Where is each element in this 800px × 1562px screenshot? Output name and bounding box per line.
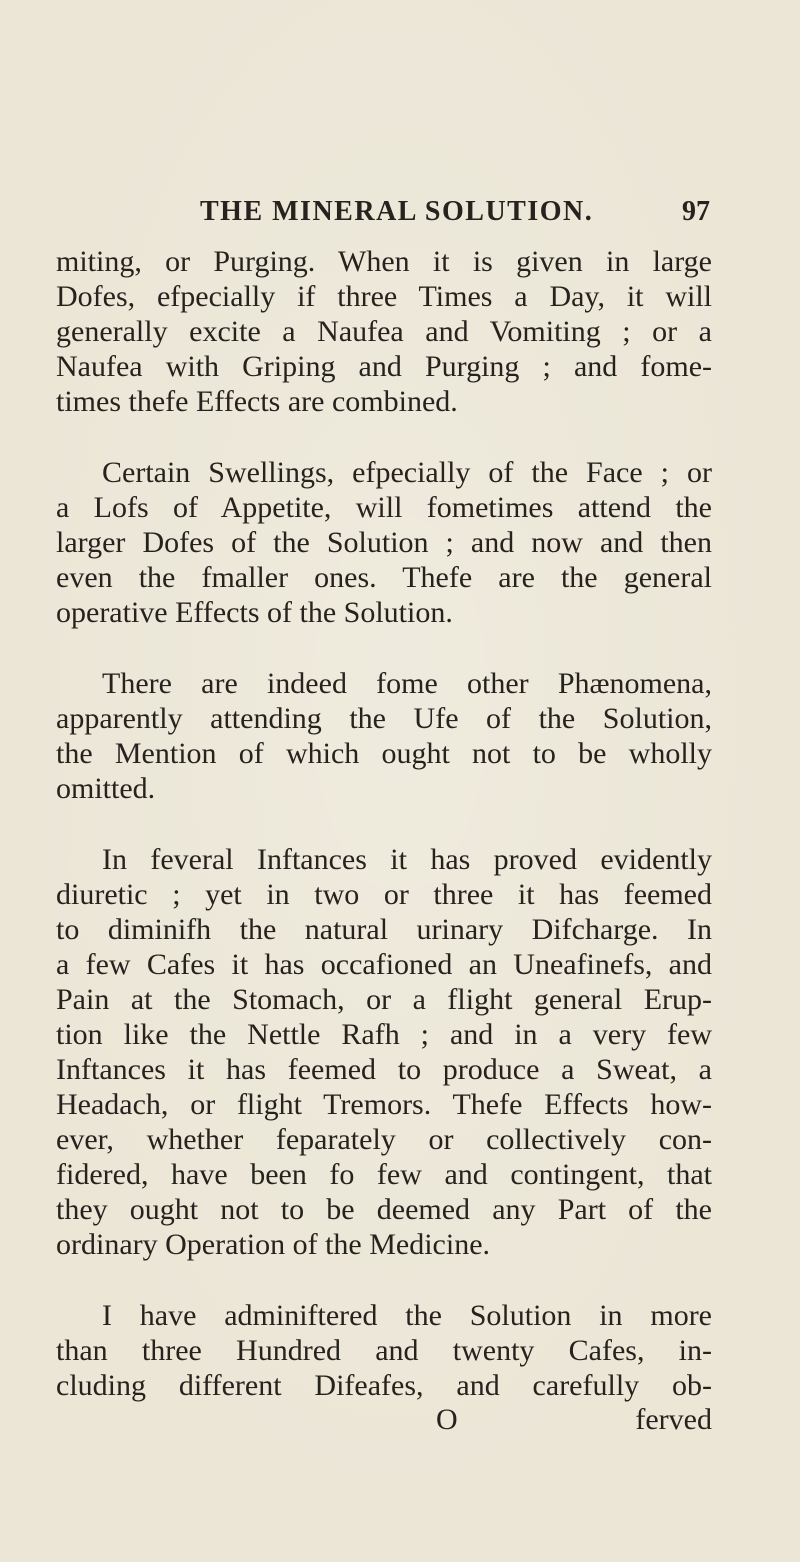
footer-line: [56, 1403, 712, 1438]
text-line: miting, or Purging. When it is given in large: [56, 245, 712, 278]
text-line: Dofes, efpecially if three Times a Day, it will: [56, 280, 712, 313]
text-line: than three Hundred and twenty Cafes, in-: [56, 1334, 712, 1367]
body-text: [56, 244, 712, 1438]
text-line: Inftances it has feemed to produce a Sweat, a: [56, 1053, 712, 1086]
text-line: the Mention of which ought not to be wholly: [56, 737, 712, 770]
paragraph: [56, 842, 712, 1262]
text-line: Pain at the Stomach, or a flight general Erup-: [56, 983, 712, 1016]
text-line: omitted.: [56, 772, 156, 805]
text-line: fidered, have been fo few and contingent, that: [56, 1158, 712, 1191]
text-line: even the fmaller ones. Thefe are the general: [56, 561, 712, 594]
paragraph: [56, 244, 712, 419]
text-line: times thefe Effects are combined.: [56, 385, 458, 418]
paragraph: [56, 1298, 712, 1438]
text-line: operative Effects of the Solution.: [56, 596, 453, 629]
text-line: apparently attending the Ufe of the Solution,: [56, 702, 712, 735]
text-line: generally excite a Naufea and Vomiting ; or a: [56, 315, 712, 348]
text-line: a Lofs of Appetite, will fometimes attend the: [56, 491, 712, 524]
running-title: THE MINERAL SOLUTION.: [200, 196, 594, 227]
catchword: ferved: [635, 1403, 712, 1436]
text-line: Naufea with Griping and Purging ; and fome-: [56, 350, 712, 383]
paragraph: [56, 455, 712, 630]
text-line: Headach, or flight Tremors. Thefe Effects how-: [56, 1088, 712, 1121]
page-number: 97: [682, 196, 710, 227]
text-line: Certain Swellings, efpecially of the Face ; or: [102, 456, 712, 489]
text-line: I have adminiftered the Solution in more: [102, 1299, 712, 1332]
text-line: a few Cafes it has occafioned an Uneafinefs, and: [56, 948, 712, 981]
text-line: tion like the Nettle Rafh ; and in a very few: [56, 1018, 712, 1051]
text-line: larger Dofes of the Solution ; and now and then: [56, 526, 712, 559]
text-line: ever, whether feparately or collectively con-: [56, 1123, 712, 1156]
text-line: they ought not to be deemed any Part of the: [56, 1193, 712, 1226]
text-line: cluding different Difeafes, and carefully ob-: [56, 1369, 712, 1402]
signature-mark: O: [436, 1403, 458, 1436]
text-line: There are indeed fome other Phænomena,: [102, 667, 712, 700]
page-header: [200, 196, 710, 236]
text-line: In feveral Inftances it has proved evidently: [102, 843, 712, 876]
paragraph: [56, 666, 712, 806]
text-line: to diminifh the natural urinary Difcharge. In: [56, 913, 712, 946]
text-line: diuretic ; yet in two or three it has feemed: [56, 878, 712, 911]
text-line: ordinary Operation of the Medicine.: [56, 1228, 491, 1261]
